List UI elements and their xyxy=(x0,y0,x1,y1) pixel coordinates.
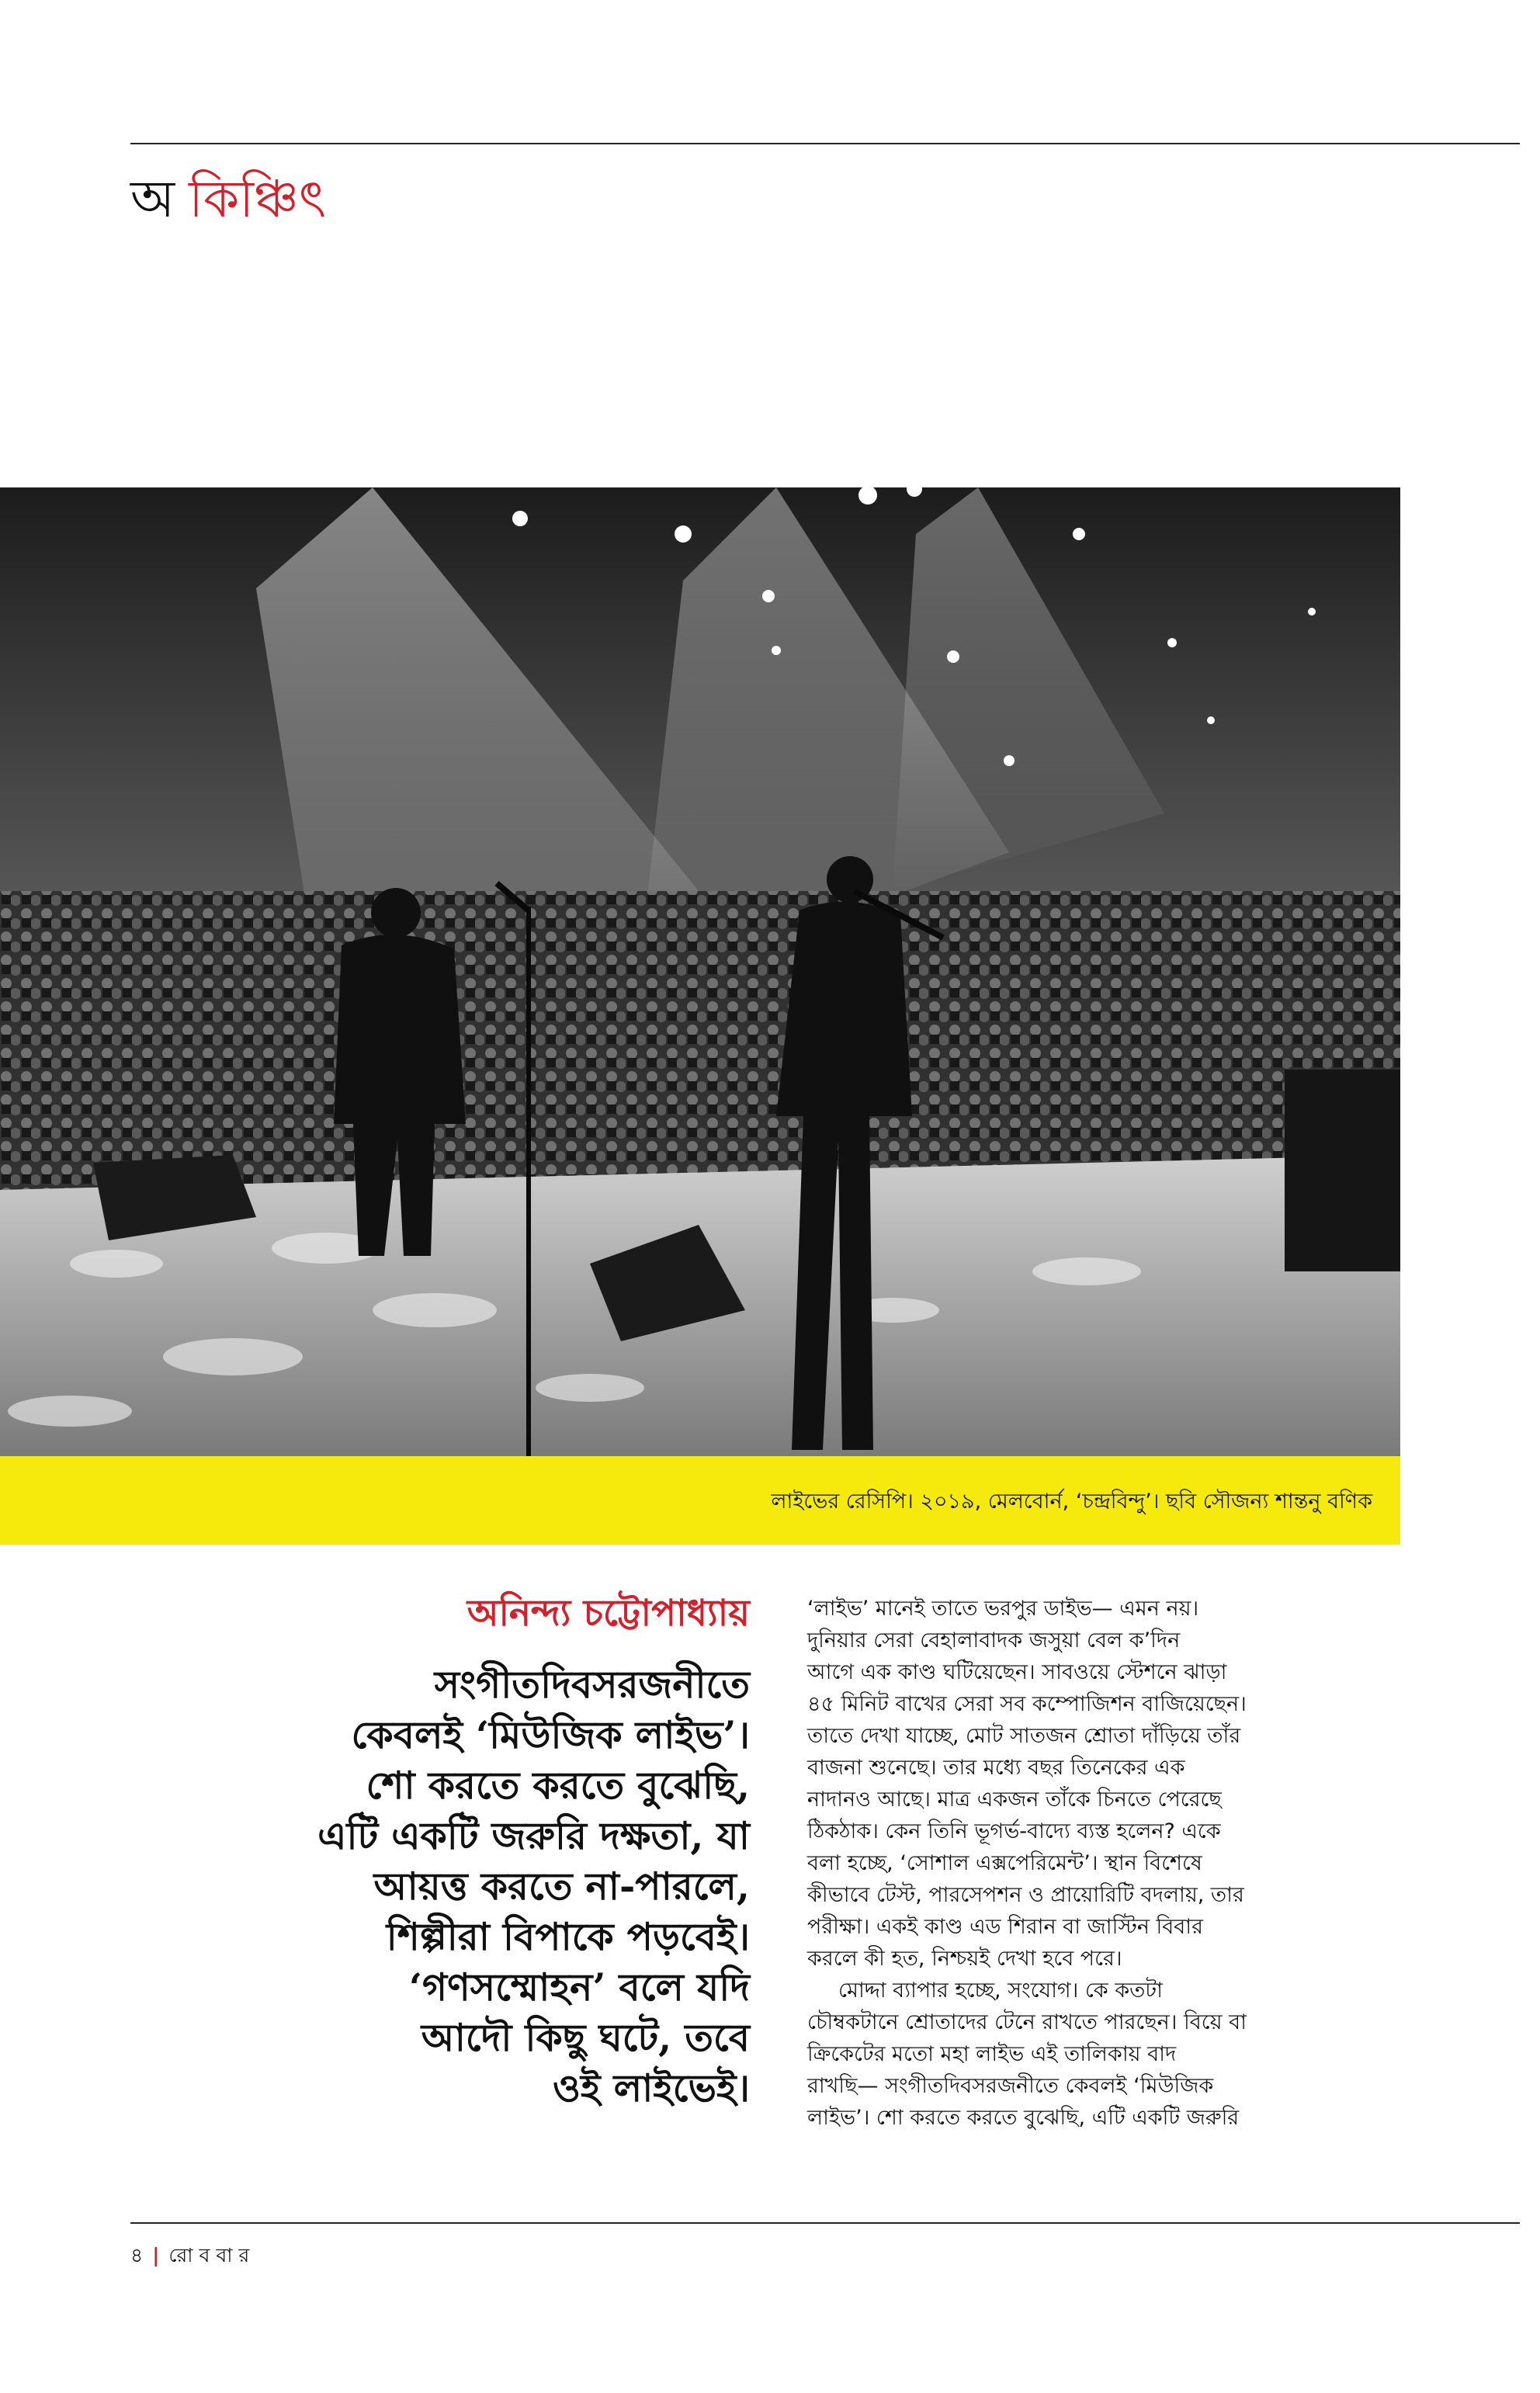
body-line: করলে কী হত, নিশ্চয়ই দেখা হবে পরে। xyxy=(807,1947,1122,1971)
pull-quote-line: সংগীতদিবসরজনীতে xyxy=(434,1662,750,1707)
pull-quote-line: আয়ত্ত করতে না-পারলে, xyxy=(373,1864,750,1909)
folio-separator: | xyxy=(152,2244,160,2266)
body-line: রাখছি— সংগীতদিবসরজনীতে কেবলই ‘মিউজিক xyxy=(807,2074,1214,2098)
body-line: বলা হচ্ছে, ‘সোশাল এক্সপেরিমেন্ট’। স্থান বিশেষে xyxy=(807,1851,1202,1875)
body-line: দুনিয়ার সেরা বেহালাবাদক জসুয়া বেল ক’দিন xyxy=(807,1628,1181,1653)
pull-quote xyxy=(264,1659,750,2114)
pull-quote-line: ওই লাইভেই। xyxy=(552,2065,750,2110)
magazine-name: রো ব বা র xyxy=(168,2244,250,2266)
body-line: লাইভ’। শো করতে করতে বুঝেছি, এটি একটি জরুরি xyxy=(807,2106,1240,2130)
pull-quote-line: এটি একটি জরুরি দক্ষতা, যা xyxy=(317,1813,750,1858)
body-line: ক্রিকেটের মতো মহা লাইভ এই তালিকায় বাদ xyxy=(807,2042,1177,2066)
pull-quote-line: শো করতে করতে বুঝেছি, xyxy=(366,1763,750,1808)
body-line: বাজনা শুনেছে। তার মধ্যে বছর তিনেকের এক xyxy=(807,1756,1185,1780)
photo-caption: লাইভের রেসিপি। ২০১৯, মেলবোর্ন, ‘চন্দ্রবিন্দু’। ছবি সৌজন্য শান্তনু বণিক xyxy=(771,1490,1372,1514)
pull-quote-line: কেবলই ‘মিউজিক লাইভ’। xyxy=(351,1712,750,1757)
pull-quote-line: আদৌ কিছু ঘটে, তবে xyxy=(421,2015,750,2060)
body-line: আগে এক কাণ্ড ঘটিয়েছেন। সাবওয়ে স্টেশনে ঝাড়া xyxy=(807,1660,1227,1684)
bottom-rule xyxy=(130,2222,1520,2224)
pull-quote-line: ‘গণসম্মোহন’ বলে যদি xyxy=(408,1965,750,2010)
page-number: ৪ xyxy=(130,2244,144,2266)
section-prefix: অ xyxy=(130,169,175,229)
folio xyxy=(130,2240,249,2273)
body-line: চৌম্বকটানে শ্রোতাদের টেনে রাখতে পারছেন। বিয়ে বা xyxy=(807,2010,1247,2034)
body-line: ৪৫ মিনিট বাখের সেরা সব কম্পোজিশন বাজিয়েছেন। xyxy=(807,1692,1247,1716)
body-line: ‘লাইভ’ মানেই তাতে ভরপুর ডাইভ— এমন নয়। xyxy=(807,1597,1199,1621)
body-line: কীভাবে টেস্ট, পারসেপশন ও প্রায়োরিটি বদলায়, তার xyxy=(807,1883,1244,1907)
concert-photo xyxy=(0,487,1400,1456)
body-line: মোদ্দা ব্যাপার হচ্ছে, সংযোগ। কে কতটা xyxy=(838,1979,1163,2003)
body-line: তাতে দেখা যাচ্ছে, মোট সাতজন শ্রোতা দাঁড়িয়ে তাঁর xyxy=(807,1724,1241,1748)
author-name: অনিন্দ্য চট্টোপাধ্যায় xyxy=(467,1592,750,1635)
body-line: ঠিকঠাক। কেন তিনি ভূগর্ভ-বাদ্যে ব্যস্ত হলেন? একে xyxy=(807,1819,1221,1843)
body-line: পরীক্ষা। একই কাণ্ড এড শিরান বা জাস্টিন বিবার xyxy=(807,1915,1203,1939)
section-header xyxy=(130,165,326,234)
pull-quote-line: শিল্পীরা বিপাকে পড়বেই। xyxy=(386,1914,750,1959)
article-body xyxy=(807,1593,1360,2134)
section-title: কিঞ্চিৎ xyxy=(189,169,327,229)
top-rule xyxy=(130,143,1520,144)
body-line: নাদানও আছে। মাত্র একজন তাঁকে চিনতে পেরেছে xyxy=(807,1788,1222,1812)
caption-bar xyxy=(0,1456,1400,1545)
